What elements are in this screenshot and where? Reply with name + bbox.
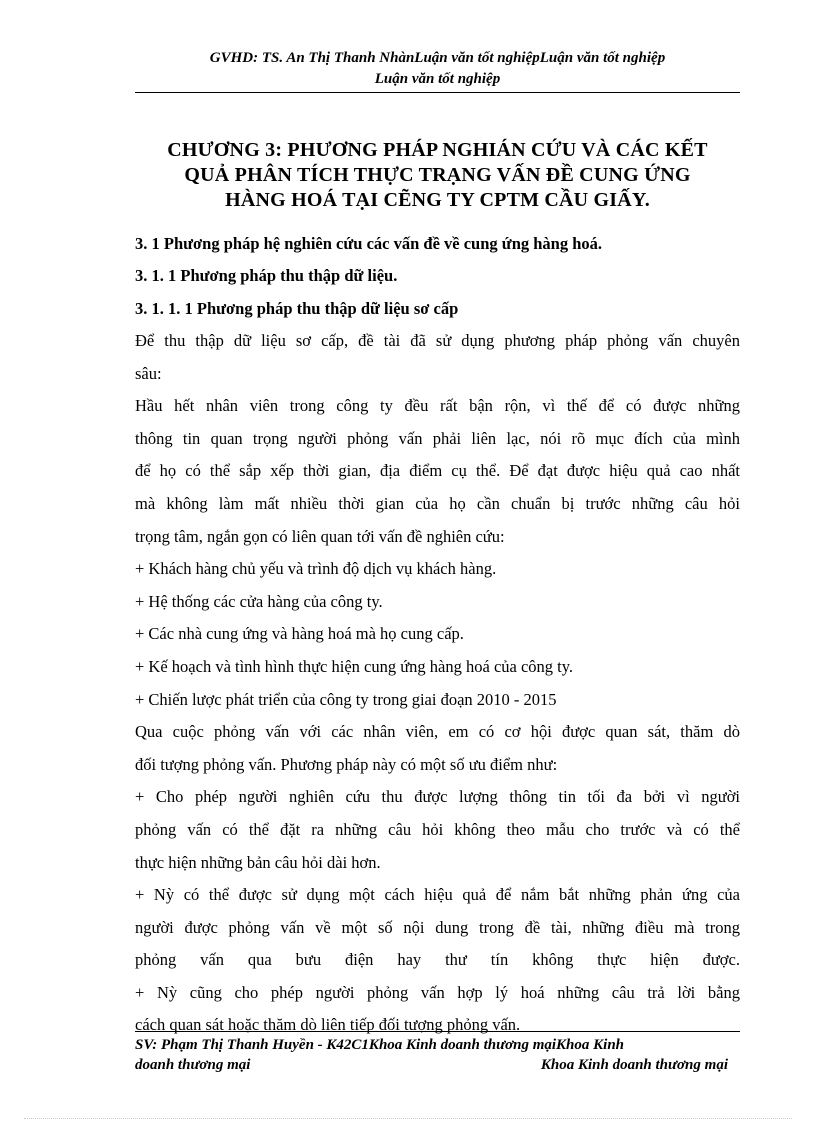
body-text [135,327,740,1044]
list-item: + Khách hàng chủ yếu và trình độ dịch vụ khách hàng. [135,559,497,579]
footer-line-1: SV: Phạm Thị Thanh Huyền - K42C1Khoa Kinh doanh thương mạiKhoa Kinh [135,1037,625,1053]
page-header [135,48,740,90]
footer-line-2-right: Khoa Kinh doanh thương mại [540,1057,728,1073]
body-line: Qua cuộc phỏng vấn với các nhân viên, em có cơ hội được quan sát, thăm dò [135,722,740,742]
list-item: + Chiến lược phát triển của công ty trong giai đoạn 2010 - 2015 [135,689,557,709]
footer-divider [135,1031,740,1032]
chapter-title [135,138,740,213]
section-heading-3-1: 3. 1 Phương pháp hệ nghiên cứu các vấn đề về cung ứng hàng hoá. [135,234,603,253]
list-item: + Nỳ có thể được sử dụng một cách hiệu quả để nắm bắt những phản ứng của [135,885,740,905]
footer-line-2-left: doanh thương mại [135,1057,251,1073]
body-line: phỏng vấn qua bưu điện hay thư tín không thực hiện được. [135,950,740,970]
section-heading-3-1-1-1: 3. 1. 1. 1 Phương pháp thu thập dữ liệu sơ cấp [135,299,459,318]
body-line: cách quan sát hoặc thăm dò liên tiếp đối tượng phỏng vấn. [135,1015,521,1035]
list-item: + Cho phép người nghiên cứu thu được lượng thông tin tối đa bởi vì người [135,787,740,807]
header-divider [135,92,740,93]
body-line: đối tượng phỏng vấn. Phương pháp này có một số ưu điểm như: [135,754,558,774]
list-item: + Nỳ cũng cho phép người phỏng vấn hợp lý hoá những câu trả lời bằng [135,982,740,1002]
body-line: để họ có thể sắp xếp thời gian, địa điểm cụ thể. Để đạt được hiệu quả cao nhất [135,461,740,481]
list-item: + Kế hoạch và tình hình thực hiện cung ứng hàng hoá của công ty. [135,656,574,676]
section-heading-3-1-1: 3. 1. 1 Phương pháp thu thập dữ liệu. [135,266,398,285]
body-line: Hầu hết nhân viên trong công ty đều rất bận rộn, vì thế để có được những [135,396,740,416]
header-line-2: Luận văn tốt nghiệp [374,71,501,87]
body-line: thực hiện những bản câu hỏi dài hơn. [135,852,381,872]
body-line: người được phỏng vấn về một số nội dung trong đề tài, những điều mà trong [135,917,740,937]
chapter-title-line-2: QUẢ PHÂN TÍCH THỰC TRẠNG VẤN ĐỀ CUNG ỨNG [184,164,691,186]
page-bottom-border [24,1118,792,1119]
body-line: mà không làm mất nhiều thời gian của họ cần chuẩn bị trước những câu hỏi [135,493,740,513]
body-line: sâu: [135,363,162,383]
body-line: Để thu thập dữ liệu sơ cấp, đề tài đã sử dụng phương pháp phỏng vấn chuyên [135,331,740,350]
body-line: trọng tâm, ngắn gọn có liên quan tới vấn đề nghiên cứu: [135,526,505,546]
page-footer [135,1035,740,1075]
header-line-1: GVHD: TS. An Thị Thanh NhànLuận văn tốt nghiệpLuận văn tốt nghiệp [209,50,666,66]
body-line: phỏng vấn có thể đặt ra những câu hỏi không theo mẫu cho trước và có thể [135,819,740,839]
list-item: + Các nhà cung ứng và hàng hoá mà họ cung cấp. [135,624,464,644]
list-item: + Hệ thống các cửa hàng của công ty. [135,591,383,611]
body-line: thông tin quan trọng người phỏng vấn phải liên lạc, nói rõ mục đích của mình [135,428,740,448]
chapter-title-line-1: CHƯƠNG 3: PHƯƠNG PHÁP NGHIÁN CỨU VÀ CÁC KẾT [167,139,708,161]
chapter-title-line-3: HÀNG HOÁ TẠI CẼNG TY CPTM CẦU GIẤY. [225,189,650,211]
